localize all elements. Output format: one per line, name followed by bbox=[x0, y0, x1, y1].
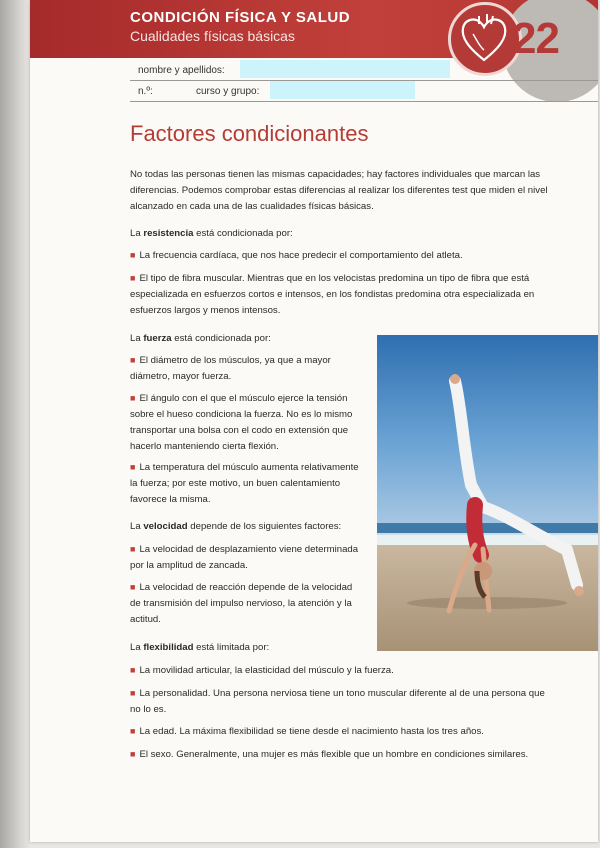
cartwheel-photo bbox=[377, 335, 598, 651]
header-subtitle: Cualidades físicas básicas bbox=[130, 28, 295, 44]
name-label: nombre y apellidos: bbox=[138, 65, 225, 76]
number-label: n.º: bbox=[138, 86, 153, 97]
bullet-icon: ■ bbox=[130, 250, 136, 260]
bullet-icon: ■ bbox=[130, 355, 136, 365]
bullet-icon: ■ bbox=[130, 665, 136, 675]
fuerza-heading: La fuerza está condicionada por: bbox=[130, 333, 271, 344]
form-divider bbox=[130, 101, 598, 102]
flexibilidad-term: flexibilidad bbox=[143, 642, 194, 653]
bullet-icon: ■ bbox=[130, 273, 136, 283]
velocidad-term: velocidad bbox=[143, 521, 188, 532]
list-item: ■ El tipo de fibra muscular. Mientras que en los velocistas predomina un tipo de fibra que está especializada en esfuerzos cortos e intensos, en los fondistas predomina otra especializada en esfuerzos largos y menos intensos. bbox=[130, 273, 535, 316]
intro-paragraph: No todas las personas tienen las mismas capacidades; hay factores individuales que marcan las diferencias. Podemos comprobar estas diferencias al realizar los diferentes test que miden el nivel alcanzado en cada una de las cualidades físicas básicas. bbox=[130, 169, 548, 212]
list-item: ■ La velocidad de desplazamiento viene determinada por la amplitud de zancada. bbox=[130, 544, 359, 571]
header-title: CONDICIÓN FÍSICA Y SALUD bbox=[130, 9, 351, 26]
worksheet-page bbox=[30, 0, 598, 842]
fuerza-term: fuerza bbox=[143, 333, 172, 344]
bullet-icon: ■ bbox=[130, 688, 136, 698]
bullet-icon: ■ bbox=[130, 462, 136, 472]
list-item: ■ La movilidad articular, la elasticidad del músculo y la fuerza. bbox=[130, 665, 394, 676]
course-label: curso y grupo: bbox=[196, 86, 260, 97]
bullet-icon: ■ bbox=[130, 749, 136, 759]
list-item: ■ La frecuencia cardíaca, que nos hace predecir el comportamiento del atleta. bbox=[130, 250, 463, 261]
list-item: ■ La personalidad. Una persona nerviosa tiene un tono muscular diferente al de una persona que no lo es. bbox=[130, 688, 545, 715]
flexibilidad-heading: La flexibilidad está limitada por: bbox=[130, 642, 270, 653]
bullet-icon: ■ bbox=[130, 582, 136, 592]
velocidad-heading: La velocidad depende de los siguientes factores: bbox=[130, 521, 342, 532]
list-item: ■ La velocidad de reacción depende de la velocidad de transmisión del impulso nervioso, la atención y la actitud. bbox=[130, 582, 353, 625]
course-input[interactable] bbox=[270, 81, 415, 99]
binding-edge bbox=[0, 0, 30, 848]
name-input[interactable] bbox=[240, 60, 450, 78]
list-item: ■ El diámetro de los músculos, ya que a mayor diámetro, mayor fuerza. bbox=[130, 355, 331, 382]
resistencia-heading: La resistencia está condicionada por: bbox=[130, 228, 293, 239]
bullet-icon: ■ bbox=[130, 393, 136, 403]
list-item: ■ La temperatura del músculo aumenta relativamente la fuerza; por este motivo, un buen calentamiento favorece la misma. bbox=[130, 462, 359, 505]
list-item: ■ La edad. La máxima flexibilidad se tiene desde el nacimiento hasta los tres años. bbox=[130, 726, 484, 737]
list-item: ■ El sexo. Generalmente, una mujer es más flexible que un hombre en condiciones similares. bbox=[130, 749, 529, 760]
bullet-icon: ■ bbox=[130, 726, 136, 736]
page-title: Factores condicionantes bbox=[130, 121, 369, 146]
bullet-icon: ■ bbox=[130, 544, 136, 554]
list-item: ■ El ángulo con el que el músculo ejerce la tensión sobre el hueso condiciona la fuerza. No es lo mismo transportar una bolsa con el codo en extensión que hacerlo manteniendo cierta flexión. bbox=[130, 393, 353, 452]
unit-number: 22 bbox=[512, 14, 559, 63]
resistencia-term: resistencia bbox=[143, 228, 194, 239]
